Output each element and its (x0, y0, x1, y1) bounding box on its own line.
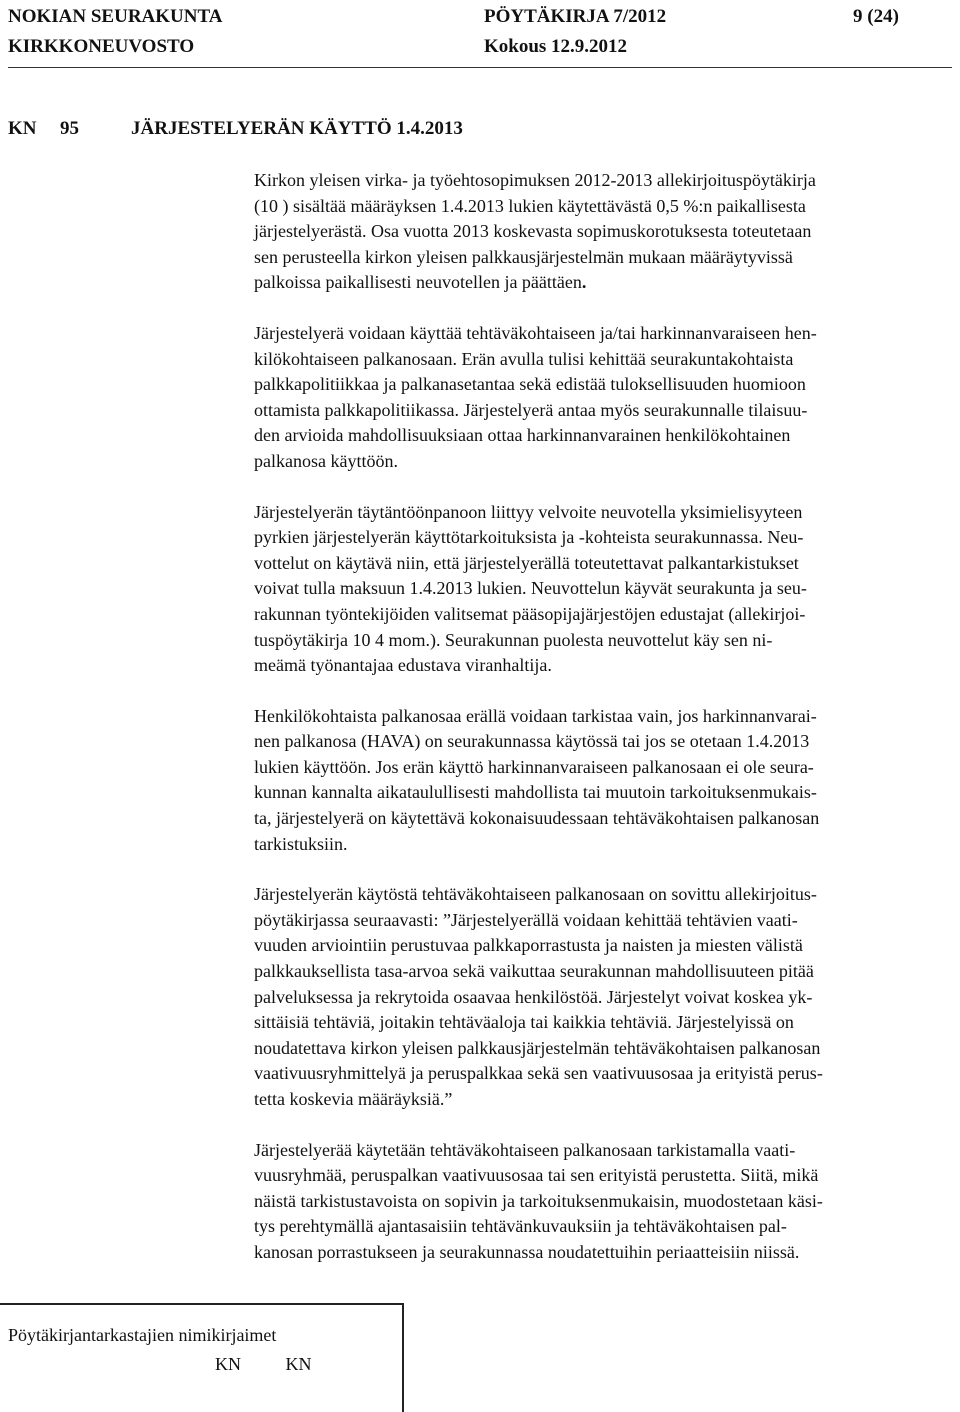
text-line: Järjestelyerä voidaan käyttää tehtäväkohtaiseen ja/tai harkinnanvaraiseen hen- (254, 322, 817, 343)
text-line: vuusryhmää, peruspalkan vaativuusosaa tai sen erityistä perustetta. Siitä, mikä (254, 1165, 819, 1186)
body-name: KIRKKONEUVOSTO (8, 36, 195, 57)
text-line: kunnan kannalta aikataulullisesti mahdollista tai muutoin tarkoituksenmukais- (254, 782, 817, 803)
document-header (8, 4, 952, 66)
paragraph-4 (254, 704, 954, 858)
initials-1: KN (215, 1354, 241, 1374)
organization-name: NOKIAN SEURAKUNTA (8, 6, 223, 27)
text-line: nen palkanosa (HAVA) on seurakunnassa käytössä tai jos se otetaan 1.4.2013 (254, 731, 810, 752)
text-line: den arvioida mahdollisuuksiaan ottaa harkinnanvarainen henkilökohtainen (254, 425, 791, 446)
text-line: järjestelyerästä. Osa vuotta 2013 koskevasta sopimuskorotuksesta toteutetaan (254, 221, 812, 242)
paragraph-2 (254, 321, 954, 475)
initials-2: KN (285, 1354, 312, 1374)
text-line: tetta koskevia määräyksiä.” (254, 1089, 453, 1109)
text-line: vuuden arviointiin perustuvaa palkkaporrastusta ja naisten ja miesten välistä (254, 935, 803, 956)
text-line: tys perehtymällä ajantasaisiin tehtävänkuvauksiin ja tehtäväkohtaisen pal- (254, 1216, 787, 1237)
paragraph-5 (254, 882, 954, 1112)
text-line: ottamista palkkapolitiikassa. Järjestelyerä antaa myös seurakunnalle tilaisuu- (254, 399, 808, 420)
text-line: vaativuusryhmittelyä ja peruspalkkaa sekä sen vaativuusosaa ja erityistä perus- (254, 1063, 823, 1084)
page-number: 9 (24) (853, 6, 899, 27)
text-line: palkanosa käyttöön. (254, 450, 398, 471)
text-line: palkkauksellista tasa-arvoa sekä vaikuttaa seurakunnan mahdollisuuteen pitää (254, 961, 814, 982)
text-line: tarkistuksiin. (254, 833, 348, 854)
document-body (254, 168, 954, 1291)
paragraph-1 (254, 168, 954, 296)
text-line: sittäisiä tehtäviä, joitakin tehtäväaloja tai kaikkia tehtäviä. Järjestelyissä on (254, 1012, 794, 1033)
text-line: sen perusteella kirkon yleisen palkkausjärjestelmän mukaan määräytyvissä (254, 246, 793, 267)
document-number: PÖYTÄKIRJA 7/2012 (484, 6, 667, 27)
paragraph-3 (254, 500, 954, 679)
inspector-initials-box (0, 1303, 404, 1412)
meeting-date: Kokous 12.9.2012 (484, 36, 628, 57)
inspector-label: Pöytäkirjantarkastajien nimikirjaimet (8, 1325, 277, 1345)
text-line: tuspöytäkirja 10 4 mom.). Seurakunnan puolesta neuvottelut käy sen ni- (254, 629, 773, 650)
text-line: palkkapolitiikkaa ja palkanasetantaa sekä edistää tuloksellisuuden huomioon (254, 374, 806, 395)
text-line: rakunnan työntekijöiden valitsemat pääsopijajärjestöjen edustajat (allekirjoi- (254, 603, 806, 624)
text-line: pöytäkirjassa seuraavasti: ”Järjestelyerällä voidaan kehittää tehtävien vaati- (254, 909, 798, 930)
text-line: pyrkien järjestelyerän käyttötarkoituksista ja -kohteista seurakunnassa. Neu- (254, 527, 804, 548)
text-line: Järjestelyerän käytöstä tehtäväkohtaiseen palkanosaan on sovittu allekirjoitus- (254, 884, 817, 905)
text-line: Kirkon yleisen virka- ja työehtosopimuksen 2012-2013 allekirjoituspöytäkirja (254, 170, 816, 190)
section-heading (8, 116, 952, 142)
text-line: Henkilökohtaista palkanosaa erällä voidaan tarkistaa vain, jos harkinnanvarai- (254, 705, 817, 726)
text-line: Järjestelyerän täytäntöönpanoon liittyy velvoite neuvotella yksimielisyyteen (254, 501, 803, 522)
header-divider (8, 67, 952, 68)
text-line: noudatettava kirkon yleisen palkkausjärjestelmän tehtäväkohtaisen palkanosan (254, 1037, 821, 1058)
inspector-initials (215, 1352, 352, 1376)
text-line: meämä työnantajaa edustava viranhaltija. (254, 655, 552, 676)
text-line: kilökohtaiseen palkanosaan. Erän avulla tulisi kehittää seurakuntakohtaista (254, 348, 794, 369)
text-line: lukien käyttöön. Jos erän käyttö harkinnanvaraiseen palkanosaan ei ole seura- (254, 756, 814, 777)
paragraph-6 (254, 1138, 954, 1266)
text-line: kanosan porrastukseen ja seurakunnassa noudatettuihin periaatteisiin niissä. (254, 1241, 800, 1262)
text-line-last (254, 270, 954, 296)
text-line: Järjestelyerää käytetään tehtäväkohtaiseen palkanosaan tarkistamalla vaati- (254, 1139, 796, 1160)
bold-period: . (581, 272, 587, 293)
text-line: ta, järjestelyerä on käytettävä kokonaisuudessaan tehtäväkohtaisen palkanosan (254, 808, 820, 829)
text-line: voivat tulla maksuun 1.4.2013 lukien. Neuvottelun käyvät seurakunta ja seu- (254, 578, 807, 599)
section-prefix: KN (8, 118, 37, 139)
text-line: näistä tarkistustavoista on sopivin ja tarkoituksenmukaisin, muodostetaan käsi- (254, 1190, 823, 1211)
text-line: palveluksessa ja rekrytoida osaavaa henkilöstöä. Järjestelyt voivat koskea yk- (254, 986, 813, 1007)
text-fragment: palkoissa paikallisesti neuvotellen ja päättäen (254, 272, 582, 293)
section-title: JÄRJESTELYERÄN KÄYTTÖ 1.4.2013 (131, 118, 463, 139)
text-line: vottelut on käytävä niin, että järjestelyerällä toteutettavat palkantarkistukset (254, 552, 799, 573)
section-number: 95 (60, 118, 79, 139)
text-line: (10 ) sisältää määräyksen 1.4.2013 lukien käytettävästä 0,5 %:n paikallisesta (254, 195, 806, 216)
